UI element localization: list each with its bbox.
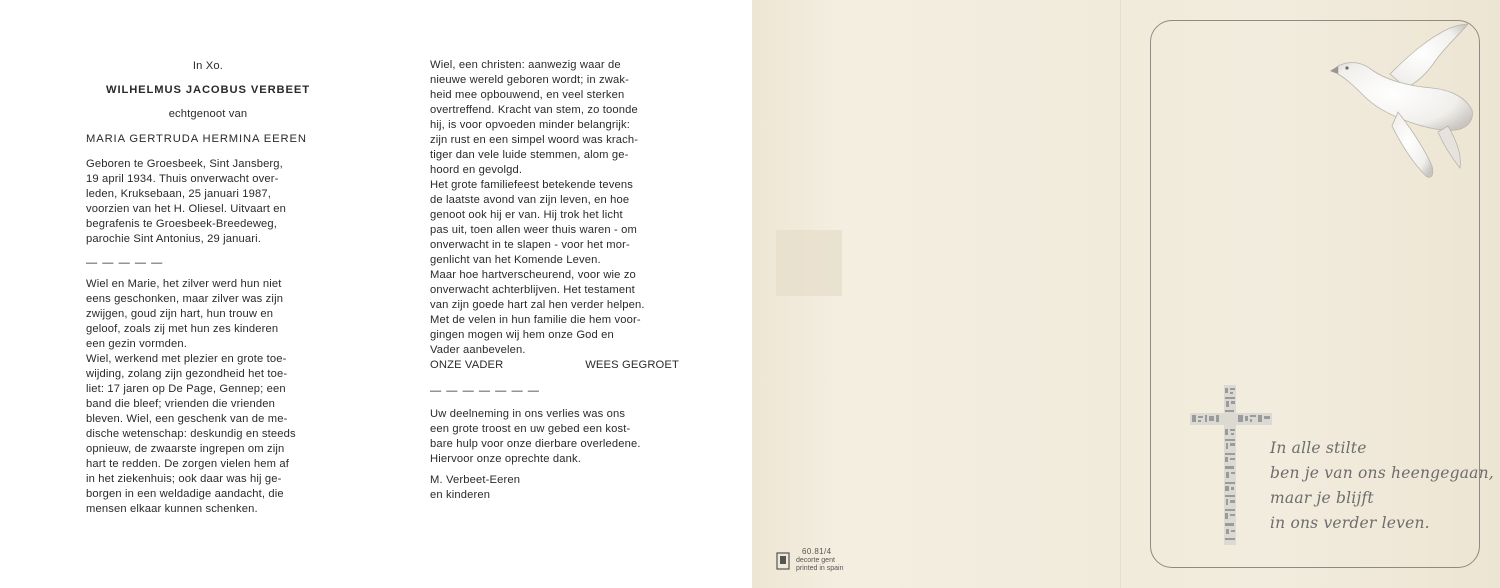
thanks-line: Hiervoor onze oprechte dank. <box>430 453 581 465</box>
tribute-line: liet: 17 jaren op De Page, Gennep; een <box>86 383 286 395</box>
biography-paragraph <box>86 157 330 247</box>
tribute-line: Wiel, een christen: aanwezig waar de <box>430 59 621 71</box>
tribute-line: opnieuw, de zwaarste ingrepen om zijn <box>86 443 285 455</box>
tribute-line: heid mee opbouwend, en veel sterken <box>430 89 625 101</box>
tribute-line: pas uit, toen allen weer thuis waren - om <box>430 224 638 236</box>
signature-sub: en kinderen <box>430 489 491 501</box>
spouse-intro: echtgenoot van <box>168 108 248 120</box>
tribute-line: Met de velen in hun familie die hem voor- <box>430 314 641 326</box>
tribute-line: bleven. Wiel, een geschenk van de me- <box>86 413 288 425</box>
tribute-line: genlicht van het Komende Leven. <box>430 254 601 266</box>
tribute-line: zijn rust en een simpel woord was krach- <box>430 134 639 146</box>
tribute-line: de laatste avond van zijn leven, en hoe <box>430 194 630 206</box>
tribute-line: mensen elkaar kunnen schenken. <box>86 503 258 515</box>
tribute-line: Het grote familiefeest betekende tevens <box>430 179 633 191</box>
worn-patch <box>776 230 842 296</box>
memorial-card-cover <box>752 0 1500 588</box>
signature: M. Verbeet-Eeren <box>430 474 521 486</box>
separator: — — — — — <box>86 257 164 269</box>
spouse-name: MARIA GERTRUDA HERMINA EEREN <box>86 133 307 145</box>
imprint-text <box>796 548 886 573</box>
bio-line: leden, Kruksebaan, 25 januari 1987, <box>86 188 272 200</box>
imprint-code: 60.81/4 <box>802 547 832 556</box>
thanks-line: bare hulp voor onze dierbare overledene. <box>430 438 641 450</box>
tribute-line: zwijgen, goud zijn hart, hun trouw en <box>86 308 274 320</box>
bio-line: 19 april 1934. Thuis onverwacht over- <box>86 173 279 185</box>
imprint-printed: printed in spain <box>796 565 844 572</box>
tribute-line: nieuwe wereld geboren wordt; in zwak- <box>430 74 629 86</box>
tribute-line: in het ziekenhuis; ook daar was hij ge- <box>86 473 282 485</box>
poem-line: maar je blijft <box>1270 489 1374 507</box>
bio-line: voorzien van het H. Oliesel. Uitvaart en <box>86 203 287 215</box>
poem-line: in ons verder leven. <box>1270 514 1430 532</box>
tribute-line: eens geschonken, maar zilver was zijn <box>86 293 284 305</box>
bio-line: Geboren te Groesbeek, Sint Jansberg, <box>86 158 283 170</box>
tribute-line: Wiel en Marie, het zilver werd hun niet <box>86 278 282 290</box>
tribute-line: Vader aanbevelen. <box>430 344 526 356</box>
prayer-onze-vader: ONZE VADER <box>430 359 504 371</box>
deceased-name: WILHELMUS JACOBUS VERBEET <box>106 84 310 96</box>
publisher-logo-icon <box>776 552 790 570</box>
tribute-line: hoord en gevolgd. <box>430 164 523 176</box>
tribute-line: genoot ook hij er van. Hij trok het licht <box>430 209 623 221</box>
text-column-left <box>86 59 330 517</box>
tribute-line: hart te redden. De zorgen vielen hem af <box>86 458 289 470</box>
tribute-line: wijding, zolang zijn gezondheid het toe- <box>86 368 288 380</box>
tribute-line: dische wetenschap: deskundig en steeds <box>86 428 296 440</box>
tribute-line: hij, is voor opvoeden minder belangrijk: <box>430 119 631 131</box>
prayer-wees-gegroet: WEES GEGROET <box>585 359 679 371</box>
tribute-line: tiger dan vele luide stemmen, alom ge- <box>430 149 629 161</box>
tribute-line: van zijn goede hart zal hen verder helpen. <box>430 299 645 311</box>
tribute-line: overtreffend. Kracht van stem, zo toonde <box>430 104 638 116</box>
thanks-line: een grote troost en uw gebed een kost- <box>430 423 631 435</box>
tribute-line: onverwacht in te slapen - voor het mor- <box>430 239 630 251</box>
tribute-paragraph <box>86 277 330 517</box>
bio-line: parochie Sint Antonius, 29 januari. <box>86 233 262 245</box>
tribute-line: een gezin vormden. <box>86 338 187 350</box>
heading-in-xo: In Xo. <box>192 60 224 72</box>
cross-icon <box>1190 385 1272 545</box>
bio-line: begrafenis te Groesbeek-Breedeweg, <box>86 218 278 230</box>
poem-line: ben je van ons heengegaan, <box>1270 464 1494 482</box>
text-column-right <box>430 58 682 503</box>
tribute-line: Maar hoe hartverscheurend, voor wie zo <box>430 269 636 281</box>
tribute-line: borgen in een weldadige aandacht, die <box>86 488 284 500</box>
poem-line: In alle stilte <box>1270 439 1367 457</box>
imprint-publisher: decorte gent <box>796 557 835 564</box>
tribute-line: gingen mogen wij hem onze God en <box>430 329 614 341</box>
tribute-line: geloof, zoals zij met hun zes kinderen <box>86 323 279 335</box>
card-fold-line <box>1120 0 1122 588</box>
thanks-paragraph <box>430 407 682 467</box>
prayer-line <box>430 358 679 373</box>
dove-icon <box>1328 16 1480 186</box>
tribute-line: Wiel, werkend met plezier en grote toe- <box>86 353 287 365</box>
thanks-line: Uw deelneming in ons verlies was ons <box>430 408 626 420</box>
memorial-poem <box>1270 436 1494 536</box>
tribute-line: onverwacht achterblijven. Het testament <box>430 284 635 296</box>
separator: — — — — — — — <box>430 385 540 397</box>
tribute-line: band die bleef; vrienden die vrienden <box>86 398 276 410</box>
tribute-paragraph-continued <box>430 58 682 358</box>
